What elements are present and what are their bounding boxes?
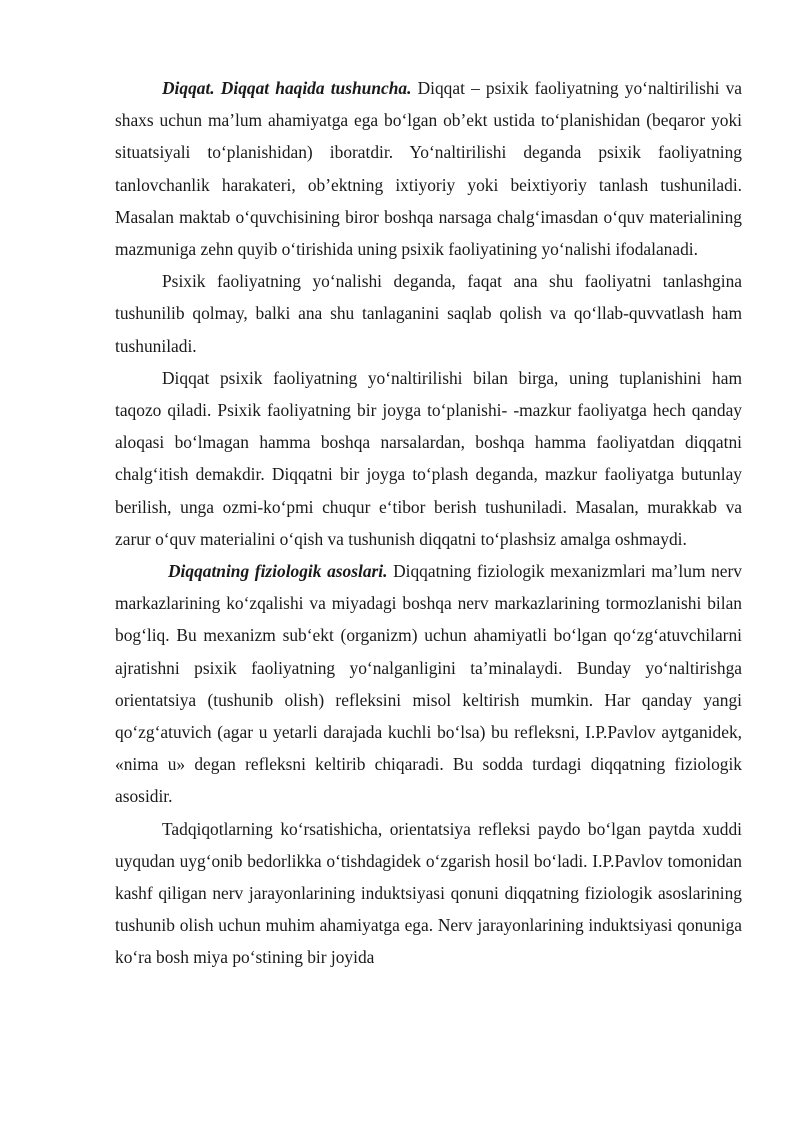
paragraph-yonalish [115, 265, 742, 362]
paragraph-text: Diqqat psixik faoliyatning yo‘naltirilishi bilan birga, uning tuplanishini ham taqozo qiladi. Psixik faoliyatning bir joyga to‘planishi- -mazkur faoliyatga hech qanday aloqasi bo‘lmagan hamma boshqa narsalardan, boshqa hamma faoliyatdan diqqatni chalg‘itish demakdir. Diqqatni bir joyga to‘plash deganda, mazkur faoliyatga butunlay berilish, unga ozmi-ko‘pmi chuqur e‘tibor berish tushuniladi. Masalan, murakkab va zarur o‘quv materialini o‘qish va tushunish diqqatni to‘plashsiz amalga oshmaydi. [115, 367, 742, 549]
paragraph-tadqiqotlar [115, 813, 742, 974]
paragraph-text: Diqqat – psixik faoliyatning yo‘naltirilishi va shaxs uchun ma’lum ahamiyatga ega bo‘lgan ob’ekt ustida to‘planishidan (beqaror yoki situatsiyali to‘planishidan) iboratdir. Yo‘naltirilishi deganda psixik faoliyatning tanlovchanlik harakateri, ob’ektning ixtiyoriy yoki beixtiyoriy tanlash tushuniladi. Masalan maktab o‘quvchisining biror boshqa narsaga chalg‘imasdan o‘quv materialining mazmuniga zehn quyib o‘tirishida uning psixik faoliyatining yo‘nalishi ifodalanadi. [115, 78, 743, 260]
section-heading-fiziologik: Diqqatning fiziologik asoslari. [168, 561, 388, 582]
section-heading-diqqat: Diqqat. Diqqat haqida tushuncha. [162, 78, 412, 98]
paragraph-text: Diqqatning fiziologik mexanizmlari ma’lum nerv markazlarining ko‘zqalishi va miyadagi boshqa nerv markazlarining tormozlanishi bilan bog‘liq. Bu mexanizm sub‘ekt (organizm) uchun ahamiyatli bo‘lgan qo‘zg‘atuvchilarni ajratishni psixik faoliyatning yo‘nalganligini ta’minalaydi. Bunday yo‘naltirishga orientatsiya (tushunib olish) refleksini misol keltirish mumkin. Har qanday yangi qo‘zg‘atuvich (agar u yetarli darajada kuchli bo‘lsa) bu refleksni, I.P.Pavlov aytganidek, «nima u» degan refleksni keltirib chiqaradi. Bu sodda turdagi diqqatning fiziologik asosidir. [115, 561, 742, 807]
paragraph-toplanish [115, 362, 742, 555]
paragraph-diqqat-definition [115, 72, 742, 265]
paragraph-fiziologik-asoslar [115, 555, 742, 813]
paragraph-text: Tadqiqotlarning ko‘rsatishicha, orientatsiya refleksi paydo bo‘lgan paytda xuddi uyqudan uyg‘onib bedorlikka o‘tishdagidek o‘zgarish hosil bo‘ladi. I.P.Pavlov tomonidan kashf qiligan nerv jarayonlarining induktsiyasi qonuni diqqatning fiziologik asoslarining tushunib olish uchun muhim ahamiyatga ega. Nerv jarayonlarining induktsiyasi qonuniga ko‘ra bosh miya po‘stining bir joyida [115, 818, 742, 968]
document-page [115, 72, 742, 974]
paragraph-text: Psixik faoliyatning yo‘nalishi deganda, faqat ana shu faoliyatni tanlashgina tushunilib qolmay, balki ana shu tanlaganini saqlab qolish va qo‘llab-quvvatlash ham tushuniladi. [115, 271, 742, 356]
